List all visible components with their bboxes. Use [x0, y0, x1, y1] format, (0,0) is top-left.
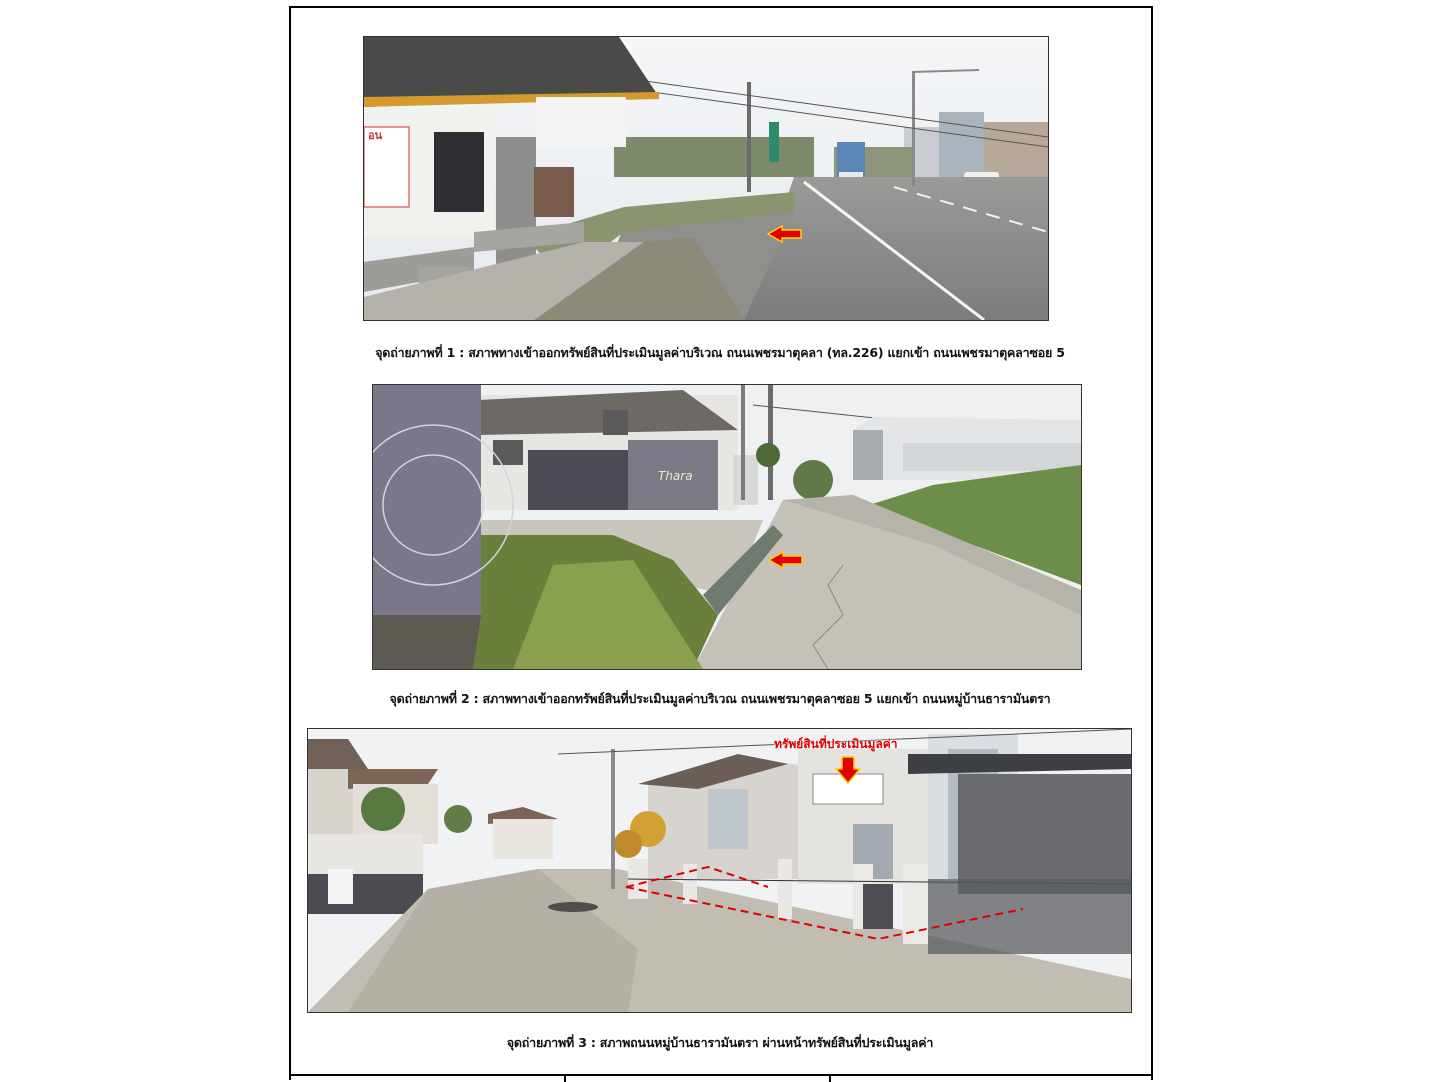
next-table-border — [289, 1074, 1153, 1080]
table-column-divider — [564, 1076, 566, 1082]
photo-1-highway-bus-stop — [363, 36, 1049, 321]
photo-3-caption: จุดถ่ายภาพที่ 3 : สภาพถนนหมู่บ้านธารามันตรา ผ่านหน้าทรัพย์สินที่ประเมินมูลค่า — [506, 1035, 934, 1050]
svg-text:อน: อน — [368, 129, 383, 142]
photo-1-caption: จุดถ่ายภาพที่ 1 : สภาพทางเข้าออกทรัพย์สินที่ประเมินมูลค่าบริเวณ ถนนเพชรมาตุคลา (ทล.226) แยกเข้า ถนนเพชรมาตุคลาซอย 5 — [375, 345, 1065, 360]
subject-property-label: ทรัพย์สินที่ประเมินมูลค่า — [774, 737, 898, 751]
photo-3-village-road — [307, 728, 1132, 1013]
table-column-divider — [829, 1076, 831, 1082]
photo-2-caption: จุดถ่ายภาพที่ 2 : สภาพทางเข้าออกทรัพย์สินที่ประเมินมูลค่าบริเวณ ถนนเพชรมาตุคลาซอย 5 แยกเข้า ถนนหมู่บ้านธารามันตรา — [389, 691, 1051, 706]
photo-2-soi-entrance — [372, 384, 1082, 670]
svg-text:Thara: Thara — [658, 469, 693, 483]
